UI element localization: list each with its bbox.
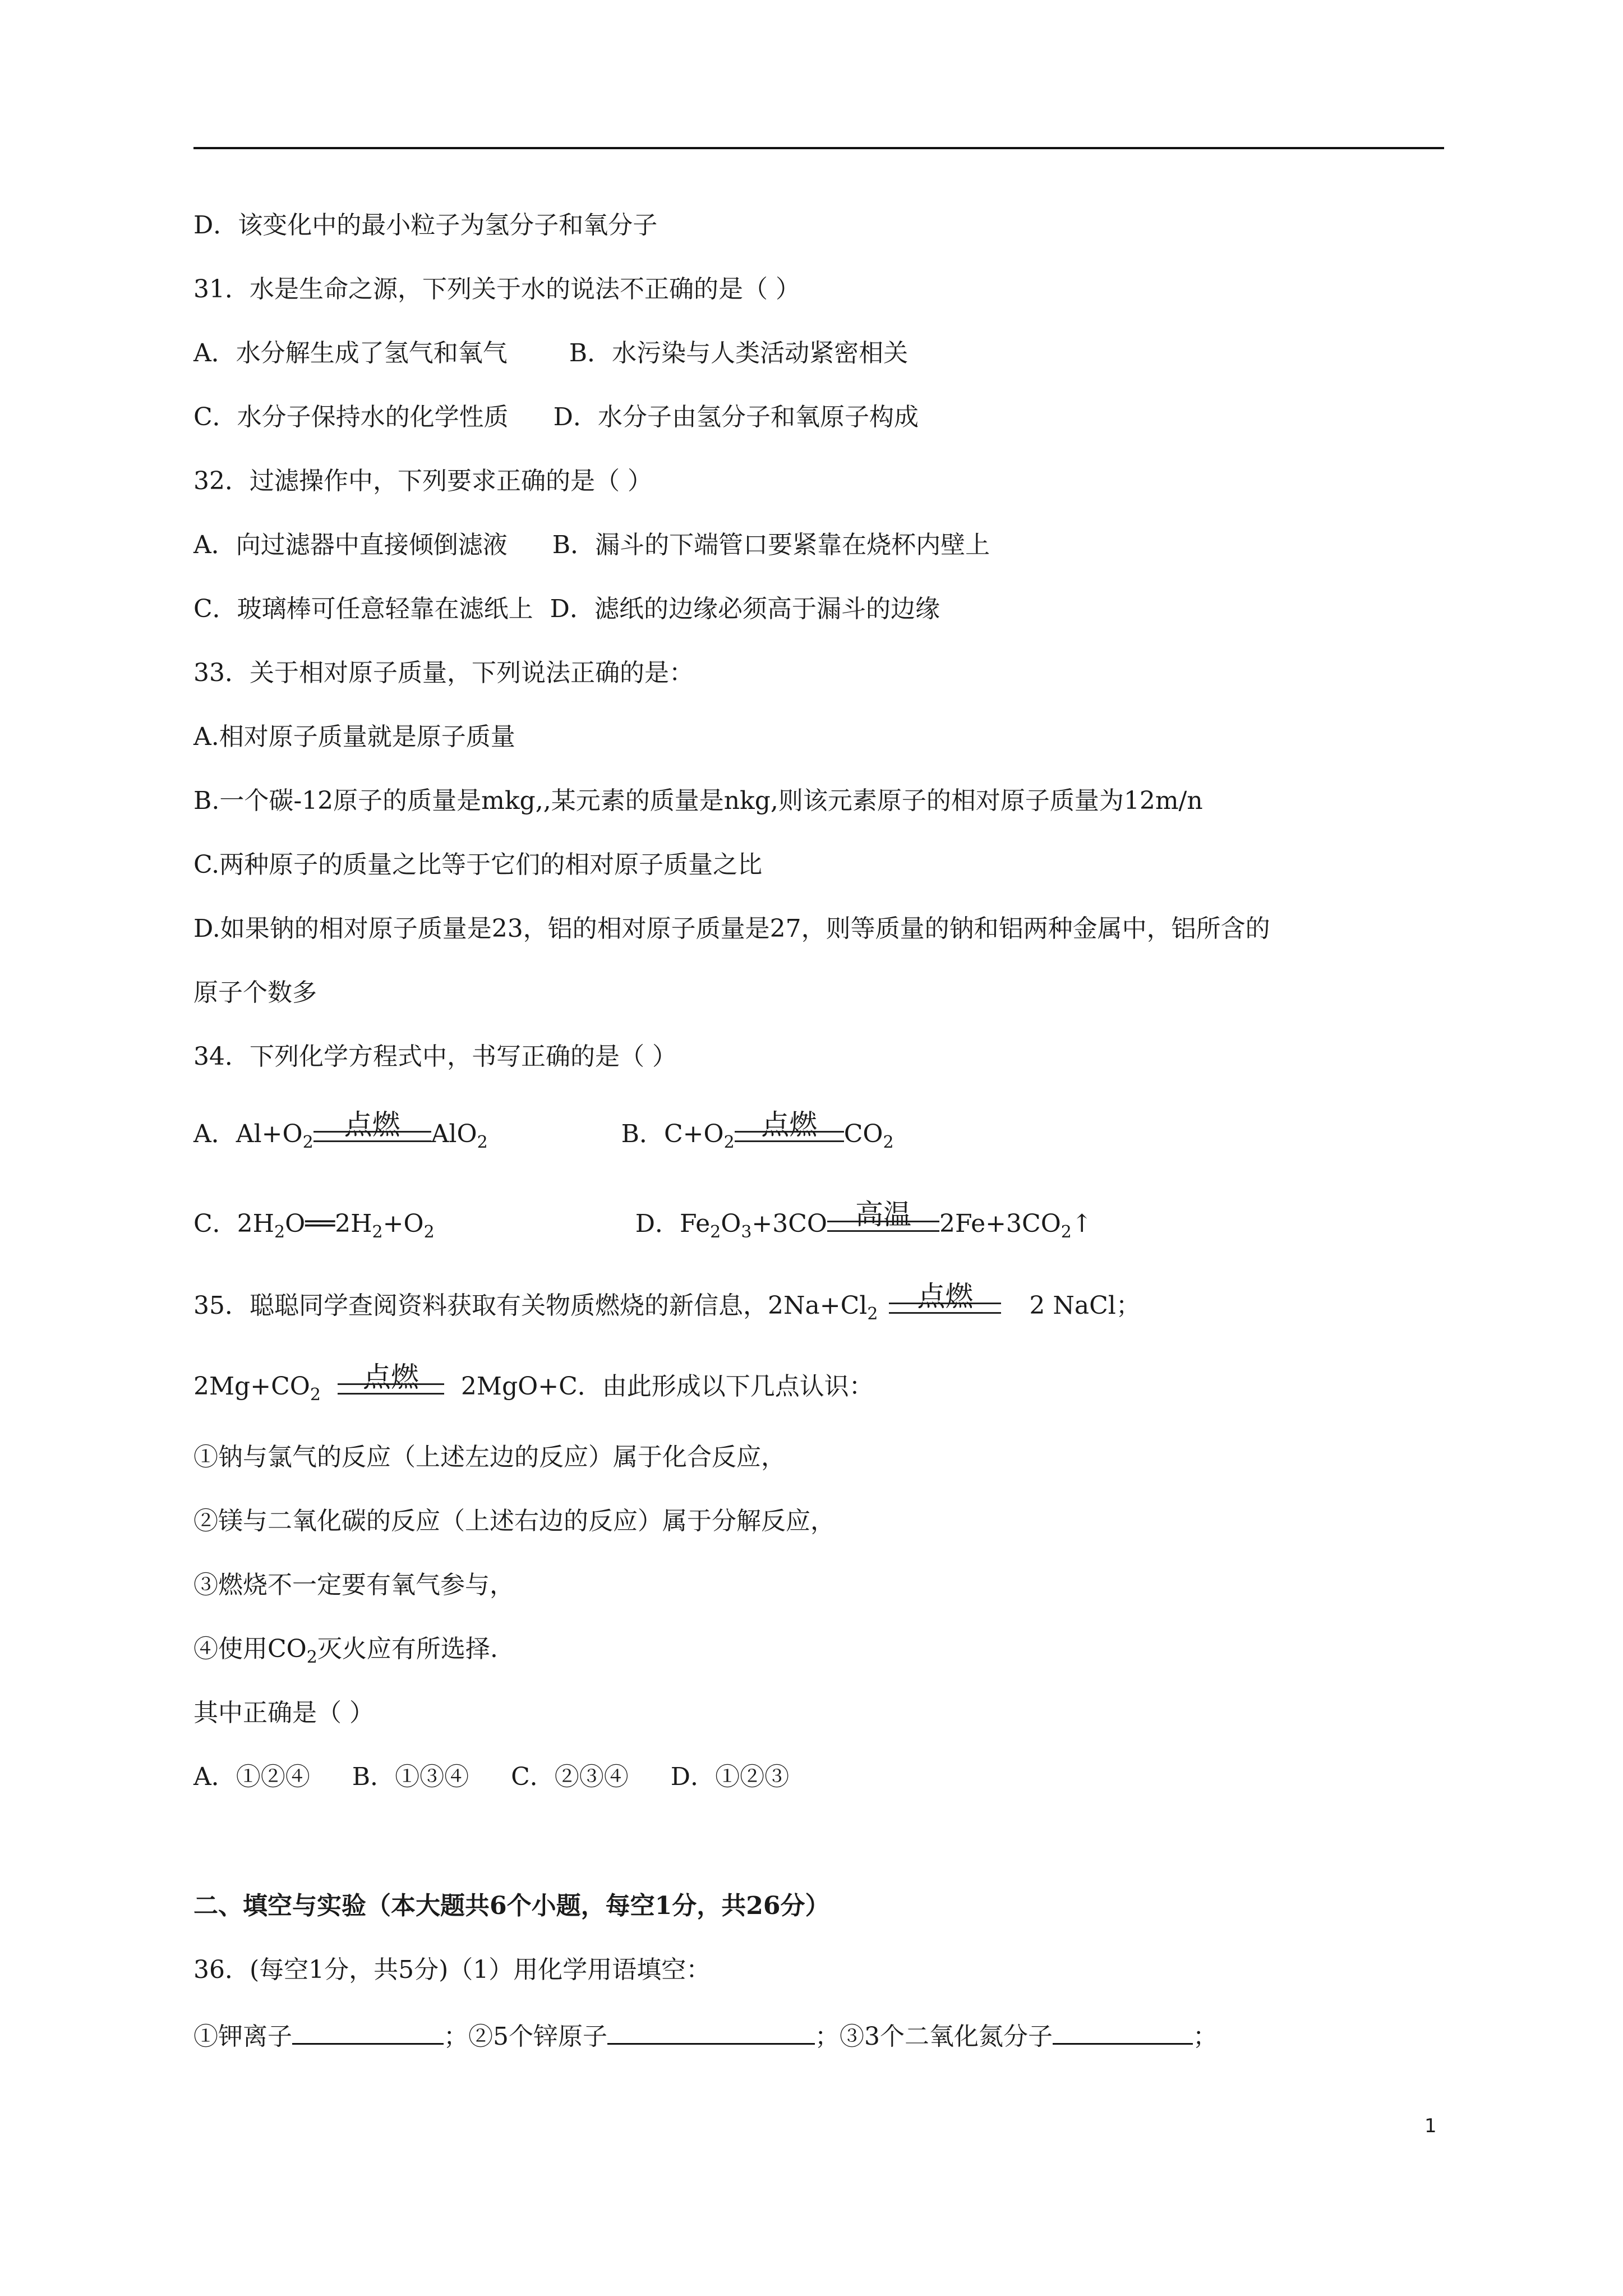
q33-option-d-line1: D.如果钠的相对原子质量是23，铝的相对原子质量是27，则等质量的钠和铝两种金属中，铝所含的 xyxy=(193,914,1270,943)
q36-blanks: ①钾离子 ；②5个锌原子 ；③3个二氧化氮分子 ； xyxy=(193,2017,1218,2054)
q36-stem: 36．(每空1分，共5分)（1）用化学用语填空： xyxy=(193,1955,711,1984)
q33-stem: 33．关于相对原子质量，下列说法正确的是： xyxy=(193,659,694,687)
q35-point-4: ④使用$CO_2$灭火应有所选择. xyxy=(193,1635,498,1667)
q31-stem: 31．水是生命之源，下列关于水的说法不正确的是（ ） xyxy=(193,275,800,303)
q33-option-a: A.相对原子质量就是原子质量 xyxy=(193,723,515,751)
q35-stem: 35．聪聪同学查阅资料获取有关物质燃烧的新信息，$2Na+Cl_2$ 点燃 2 NaCl； xyxy=(193,1280,1141,1324)
q32-options-cd xyxy=(193,592,940,626)
q35-point-2: ②镁与二氧化碳的反应（上述右边的反应）属于分解反应， xyxy=(193,1507,835,1535)
q33-option-b: B.一个碳-12原子的质量是mkg,,某元素的质量是nkg,则该元素原子的相对原子质量为12m/n xyxy=(193,786,1203,815)
q31-option-b: B．水污染与人类活动紧密相关 xyxy=(569,339,909,367)
q34-options-cd xyxy=(193,1198,1092,1249)
q32-options-ab xyxy=(193,528,990,562)
q30-option-d: D．该变化中的最小粒子为氢分子和氧分子 xyxy=(193,211,658,240)
page-number: 1 xyxy=(1424,2115,1437,2137)
q35-option-d: D．①②③ xyxy=(670,1763,790,1791)
q32-option-c: C．玻璃棒可任意轻靠在滤纸上 xyxy=(193,595,533,623)
header-rule xyxy=(193,147,1444,149)
answer-blank-3[interactable] xyxy=(1053,2017,1193,2045)
q34-stem: 34．下列化学方程式中，书写正确的是（ ） xyxy=(193,1042,677,1071)
q35-point-1: ①钠与氯气的反应（上述左边的反应）属于化合反应， xyxy=(193,1443,786,1471)
answer-blank-2[interactable] xyxy=(607,2017,815,2045)
answer-blank-1[interactable] xyxy=(292,2017,444,2045)
q34-option-b: B．$C+O_2$ 点燃 $CO_2$ xyxy=(621,1108,894,1152)
q32-stem: 32．过滤操作中，下列要求正确的是（ ） xyxy=(193,467,652,495)
q35-option-c: C．②③④ xyxy=(511,1763,629,1791)
q31-options-ab xyxy=(193,337,908,370)
q31-option-a: A．水分解生成了氢气和氧气 xyxy=(193,339,508,367)
q35-equation-2: $2Mg+CO_2$ 点燃 2MgO+C．由此形成以下几点认识： xyxy=(193,1361,874,1405)
q31-options-cd xyxy=(193,401,919,434)
q34-options-ab xyxy=(193,1108,894,1159)
q35-options xyxy=(193,1760,789,1794)
q32-option-b: B．漏斗的下端管口要紧靠在烧杯内壁上 xyxy=(552,531,990,559)
q35-point-3: ③燃烧不一定要有氧气参与， xyxy=(193,1571,514,1599)
q35-question: 其中正确是（ ） xyxy=(193,1699,374,1727)
section-heading: 二、填空与实验（本大题共6个小题，每空1分，共26分） xyxy=(193,1892,830,1920)
q35-option-b: B．①③④ xyxy=(352,1763,469,1791)
q35-option-a: A．①②④ xyxy=(193,1763,310,1791)
q31-option-c: C．水分子保持水的化学性质 xyxy=(193,403,509,431)
q32-option-a: A．向过滤器中直接倾倒滤液 xyxy=(193,531,508,559)
q33-option-c: C.两种原子的质量之比等于它们的相对原子质量之比 xyxy=(193,850,763,879)
q34-option-c: C．$2H_2O══2H_2+O_2$ xyxy=(193,1209,435,1242)
q33-option-d-line2: 原子个数多 xyxy=(193,978,317,1007)
q34-option-a: A．$Al+O_2$ 点燃 AlO$_2$ xyxy=(193,1108,488,1152)
q34-option-d: D．$Fe_2O_3+3CO$ 高温 $2Fe+3CO_2↑$ xyxy=(635,1198,1092,1242)
up-arrow-icon: ↑ xyxy=(1071,1209,1092,1238)
q32-option-d: D．滤纸的边缘必须高于漏斗的边缘 xyxy=(550,595,940,623)
q31-option-d: D．水分子由氢分子和氧原子构成 xyxy=(553,403,919,431)
